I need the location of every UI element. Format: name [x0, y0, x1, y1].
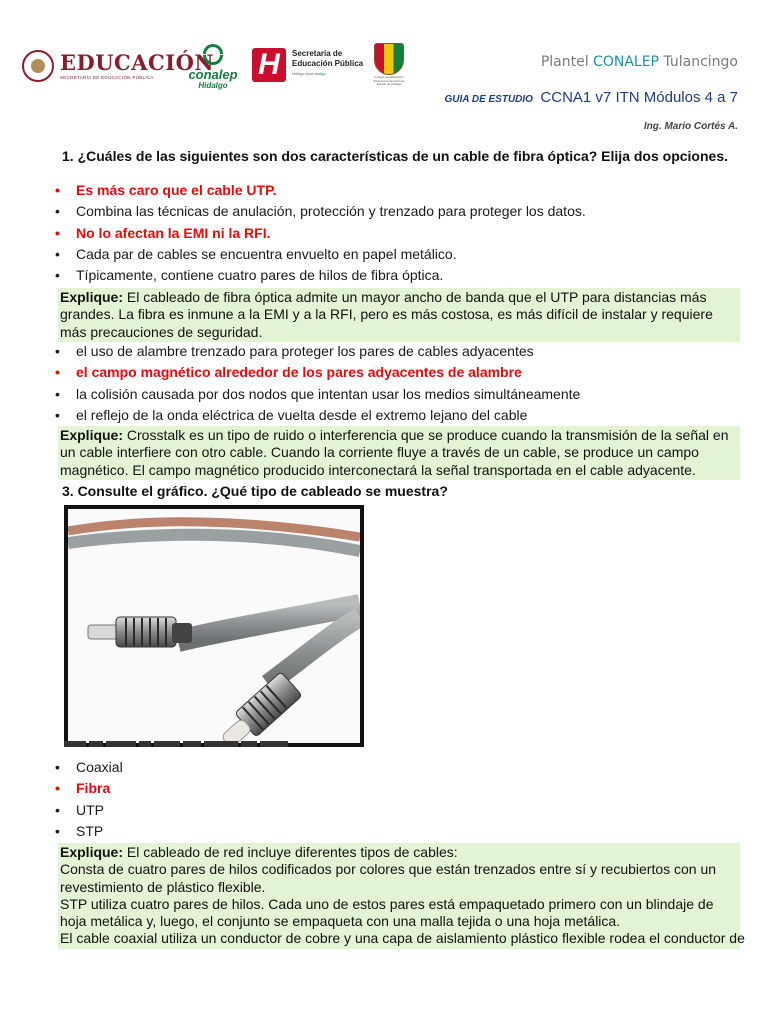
question-1-options	[53, 180, 743, 286]
explain-text: El cableado de fibra óptica admite un mayor ancho de banda que el UTP para distancias más grandes. La fibra es inmune a la EMI y a la RFI, pero es más costosa, es más difícil de instalar y requiere más precauciones de seguridad.	[60, 289, 713, 340]
q2-option-1: • el uso de alambre trenzado para proteger los pares de cables adyacentes	[53, 341, 743, 362]
guide-title	[444, 89, 738, 107]
explain-line-4: El cable coaxial utiliza un conductor de cobre y una capa de aislamiento plástico flexible rodea el conductor de	[60, 930, 745, 947]
sep-logo-tagline: Hidalgo crece contigo	[292, 72, 326, 76]
question-3-title: 3. Consulte el gráfico. ¿Qué tipo de cableado se muestra?	[62, 483, 448, 499]
q3-option-3: • UTP	[53, 800, 743, 821]
q1-option-1: • Es más caro que el cable UTP.	[53, 180, 743, 201]
educacion-logo-word: EDUCACIÓN	[60, 50, 215, 75]
guide-course: CCNA1 v7 ITN Módulos 4 a 7	[540, 89, 738, 106]
guide-prefix: GUIA DE ESTUDIO	[444, 94, 533, 105]
shield-caption: Colegio de Educación Profesional Técnica del Estado de Hidalgo	[373, 75, 405, 86]
fiber-cable-image	[64, 505, 364, 747]
q3-option-2: • Fibra	[53, 778, 743, 799]
fiber-connector-illustration	[68, 509, 360, 743]
q1-option-3: • No lo afectan la EMI ni la RFI.	[53, 223, 743, 244]
explain-text: Crosstalk es un tipo de ruido o interferencia que se produce cuando la transmisión de la señal en un cable interfiere con otro cable. Cuando la corriente fluye a través de un cable, se produce un campo magnético. El campo magnético producido interconectará la señal transportada en el cable adyacente.	[60, 427, 729, 478]
figure-caption-cropped	[64, 741, 354, 749]
plantel-name: Plantel CONALEP Tulancingo	[540, 54, 738, 70]
explain-line-3: STP utiliza cuatro pares de hilos. Cada uno de estos pares está empaquetado primero con un blindaje de hoja metálica y, luego, el conjunto se empaqueta con una malla tejida o una hoja metálica.	[60, 895, 714, 930]
question-2-options	[53, 341, 743, 426]
question-2-explanation	[58, 426, 740, 480]
q3-option-1: • Coaxial	[53, 757, 743, 778]
conalep-logo-sub: Hidalgo	[198, 81, 228, 90]
explain-line-2: Consta de cuatro pares de hilos codificados por colores que están trenzados entre sí y recubiertos con un revestimiento de plástico flexible.	[60, 861, 717, 895]
q2-option-3: • la colisión causada por dos nodos que intentan usar los medios simultáneamente	[53, 384, 743, 405]
q1-option-5: • Típicamente, contiene cuatro pares de hilos de fibra óptica.	[53, 265, 743, 286]
page-header	[0, 0, 768, 140]
explain-label: Explique:	[60, 427, 124, 443]
question-1-title: 1. ¿Cuáles de las siguientes son dos características de un cable de fibra óptica? Elija dos opciones.	[62, 148, 728, 164]
educacion-logo-sub: SECRETARÍA DE EDUCACIÓN PÚBLICA	[60, 75, 154, 80]
sep-hidalgo-logo	[252, 46, 372, 86]
explain-label: Explique:	[60, 289, 124, 305]
q2-option-4: • el reflejo de la onda eléctrica de vuelta desde el extremo lejano del cable	[53, 405, 743, 426]
question-3-options	[53, 757, 743, 842]
q1-option-2: • Combina las técnicas de anulación, protección y trenzado para proteger los datos.	[53, 201, 743, 222]
q3-option-4: • STP	[53, 821, 743, 842]
explain-label: Explique:	[60, 844, 124, 860]
author-name: Ing. Mario Cortés A.	[643, 121, 738, 132]
hidalgo-h-icon: H	[252, 48, 286, 82]
conalep-logo-name: conalep	[188, 67, 238, 82]
question-1-explanation	[58, 288, 740, 342]
sep-logo-title: Secretaría de Educación Pública	[292, 49, 364, 68]
conalep-mark-icon	[201, 44, 225, 66]
state-shield-logo	[371, 43, 407, 86]
conalep-logo	[185, 44, 241, 90]
q1-option-4: • Cada par de cables se encuentra envuelto en papel metálico.	[53, 244, 743, 265]
shield-icon	[374, 43, 404, 75]
explain-line-1: El cableado de red incluye diferentes tipos de cables:	[123, 844, 458, 860]
national-seal-icon	[22, 50, 54, 82]
q2-option-2: • el campo magnético alrededor de los pares adyacentes de alambre	[53, 362, 743, 383]
question-3-explanation	[58, 843, 745, 949]
